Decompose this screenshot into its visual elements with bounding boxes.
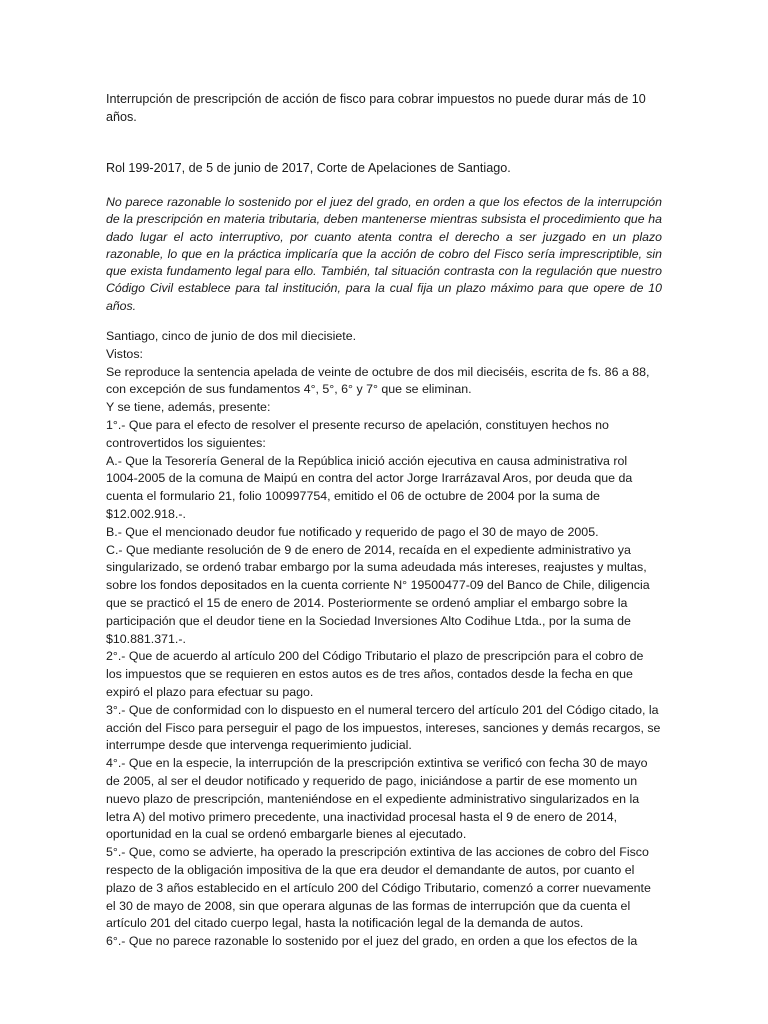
paragraph: 3°.- Que de conformidad con lo dispuesto en el numeral tercero del artículo 201 del Código citado, la acción del Fisco para perseguir el pago de los impuestos, intereses, sanciones y demás recargos, se interrumpe desde que intervenga requerimiento judicial. [106, 702, 661, 753]
paragraph: 1°.- Que para el efecto de resolver el presente recurso de apelación, constituyen hechos no controvertidos los siguientes: [106, 418, 609, 450]
paragraph: 6°.- Que no parece razonable lo sostenido por el juez del grado, en orden a que los efectos de la [106, 934, 638, 949]
paragraph: 2°.- Que de acuerdo al artículo 200 del Código Tributario el plazo de prescripción para el cobro de los impuestos que se requieren en estos autos es de tres años, contados desde la fecha en que expiró el plazo para efectuar su pago. [106, 649, 644, 700]
paragraph: 5°.- Que, como se advierte, ha operado la prescripción extintiva de las acciones de cobro del Fisco respecto de la obligación impositiva de la que era deudor el demandante de autos, por cuanto el plazo de 3 años establecido en el artículo 200 del Código Tributario, comenzó a correr nuevamente el 30 de mayo de 2008, sin que operara algunas de las formas de interrupción que da cuenta el artículo 201 del citado cuerpo legal, hasta la notificación legal de la demanda de autos. [106, 845, 651, 931]
document-title: Interrupción de prescripción de acción de fisco para cobrar impuestos no puede durar más de 10 años. [106, 92, 646, 124]
ruling-body [106, 328, 662, 951]
paragraph: 4°.- Que en la especie, la interrupción de la prescripción extintiva se verificó con fecha 30 de mayo de 2005, al ser el deudor notificado y requerido de pago, iniciándose a partir de ese momento un nuevo plazo de prescripción, manteniéndose en el expediente administrativo singularizados en la letra A) del motivo primero precedente, una inactividad procesal hasta el 9 de enero de 2014, oportunidad en la cual se ordenó embargarle bienes al ejecutado. [106, 756, 648, 842]
case-reference: Rol 199-2017, de 5 de junio de 2017, Corte de Apelaciones de Santiago. [106, 161, 511, 175]
ruling-summary: No parece razonable lo sostenido por el juez del grado, en orden a que los efectos de la interrupción de la prescripción en materia tributaria, deben mantenerse mientras subsista el procedimiento que ha dado lugar el acto interruptivo, por cuanto atenta contra el derecho a ser juzgado en un plazo razonable, lo que en la práctica implicaría que la acción de cobro del Fisco sería imprescriptible, sin que exista fundamento legal para ello. También, tal situación contrasta con la regulación que nuestro Código Civil establece para tal institución, para la cual fija un plazo máximo para que opere de 10 años. [106, 195, 662, 313]
paragraph: C.- Que mediante resolución de 9 de enero de 2014, recaída en el expediente administrativo ya singularizado, se ordenó trabar embargo por la suma adeudada más intereses, reajustes y multas, sobre los fondos depositados en la cuenta corriente N° 19500477-09 del Banco de Chile, diligencia que se practicó el 15 de enero de 2014. Posteriormente se ordenó ampliar el embargo sobre la participación que el deudor tiene en la Sociedad Inversiones Alto Codihue Ltda., por la suma de $10.881.371.-. [106, 542, 650, 646]
paragraph: Santiago, cinco de junio de dos mil diecisiete. [106, 329, 357, 344]
paragraph: Se reproduce la sentencia apelada de veinte de octubre de dos mil dieciséis, escrita de fs. 86 a 88, con excepción de sus fundamentos 4°, 5°, 6° y 7° que se eliminan. [106, 364, 650, 397]
paragraph: Vistos: [106, 346, 143, 361]
paragraph: A.- Que la Tesorería General de la República inició acción ejecutiva en causa administrativa rol 1004-2005 de la comuna de Maipú en contra del actor Jorge Irarrázaval Aros, por deuda que da cuenta el formulario 21, folio 100997754, emitido el 06 de octubre de 2004 por la suma de $12.002.918.-. [106, 453, 633, 522]
document-page [106, 90, 662, 951]
paragraph: B.- Que el mencionado deudor fue notificado y requerido de pago el 30 de mayo de 2005. [106, 524, 599, 539]
paragraph: Y se tiene, además, presente: [106, 400, 271, 415]
